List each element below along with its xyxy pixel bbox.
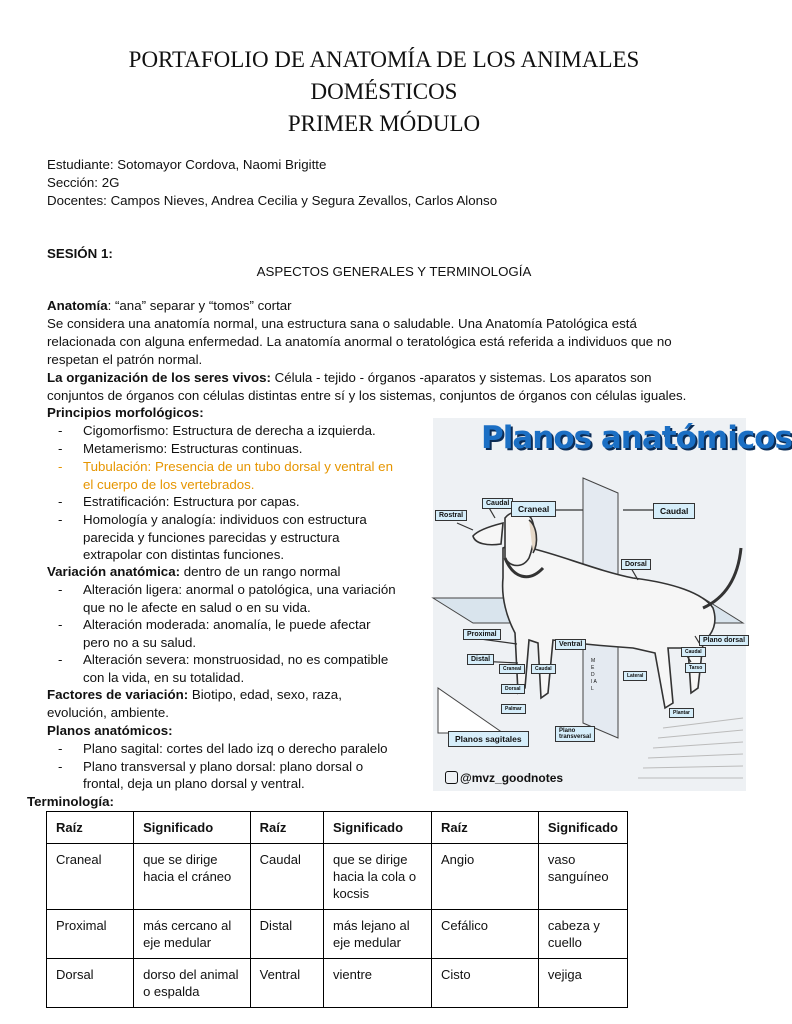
label-palmar: Palmar — [501, 704, 526, 714]
organizacion-line-1: Célula - tejido - órganos -aparatos y sistemas. Los aparatos son — [270, 370, 652, 385]
organizacion-paragraph — [47, 369, 652, 387]
organizacion-line-2: conjuntos de órganos con células distintas entre sí y los sistemas, conjuntos de órganos con células iguales. — [47, 388, 687, 403]
factores-paragraph — [47, 686, 342, 704]
table-cell: que se dirige hacia el cráneo — [134, 844, 251, 910]
label-tarso: Tarso — [685, 663, 706, 673]
table-row — [47, 910, 628, 959]
column-header: Raíz — [47, 812, 134, 844]
label-caudal-small: Caudal — [531, 664, 556, 674]
column-header: Raíz — [432, 812, 539, 844]
table-cell: vientre — [323, 959, 431, 1008]
variacion-term: Variación anatómica: — [47, 564, 181, 579]
anatomia-line-2: relacionada con alguna enfermedad. La anatomía anormal o teratológica está referida a individuos que no — [47, 334, 672, 349]
label-craneal-small: Craneal — [499, 664, 525, 674]
label-rostral: Rostral — [435, 510, 467, 521]
anatomia-paragraph — [47, 297, 292, 315]
table-cell: cabeza y cuello — [538, 910, 627, 959]
document-title-line-1: PORTAFOLIO DE ANATOMÍA DE LOS ANIMALES — [128, 47, 640, 72]
organizacion-term: La organización de los seres vivos: — [47, 370, 271, 385]
label-dorsal: Dorsal — [621, 559, 651, 570]
section-line: Sección: 2G — [47, 175, 120, 190]
anatomical-planes-infographic — [433, 418, 792, 791]
table-cell: Dorsal — [47, 959, 134, 1008]
planos-heading: Planos anatómicos: — [47, 723, 173, 738]
factores-term: Factores de variación: — [47, 687, 189, 702]
variacion-paragraph — [47, 563, 340, 581]
label-craneal: Craneal — [511, 501, 556, 517]
label-dorsal-small: Dorsal — [501, 684, 525, 694]
label-medial: M E D I A L — [591, 658, 597, 692]
factores-definition: Biotipo, edad, sexo, raza, — [188, 687, 342, 702]
column-header: Significado — [134, 812, 251, 844]
table-cell: vaso sanguíneo — [538, 844, 627, 910]
column-header: Raíz — [250, 812, 323, 844]
table-cell: Cefálico — [432, 910, 539, 959]
anatomia-line-1: Se considera una anatomía normal, una estructura sana o saludable. Una Anatomía Patológica está — [47, 316, 637, 331]
table-cell: vejiga — [538, 959, 627, 1008]
label-plano-transversal: Plano transversal — [555, 726, 595, 742]
table-cell: Cisto — [432, 959, 539, 1008]
principios-heading: Principios morfológicos: — [47, 405, 204, 420]
variacion-definition: dentro de un rango normal — [180, 564, 341, 579]
table-cell: Distal — [250, 910, 323, 959]
table-row — [47, 844, 628, 910]
anatomia-term: Anatomía — [47, 298, 108, 313]
student-line: Estudiante: Sotomayor Cordova, Naomi Brigitte — [47, 157, 327, 172]
label-caudal-top: Caudal — [482, 498, 513, 509]
social-handle-text: @mvz_goodnotes — [460, 771, 564, 785]
terminologia-heading: Terminología: — [27, 794, 114, 809]
table-cell: que se dirige hacia la cola o kocsis — [323, 844, 431, 910]
label-proximal: Proximal — [463, 629, 501, 640]
infographic-title: Planos anatómicos — [481, 420, 792, 456]
label-caudal-hind: Caudal — [681, 647, 706, 657]
anatomia-definition: : “ana” separar y “tomos” cortar — [107, 298, 292, 313]
document-title-line-2: DOMÉSTICOS — [310, 79, 458, 104]
teachers-line: Docentes: Campos Nieves, Andrea Cecilia y Segura Zevallos, Carlos Alonso — [47, 193, 498, 208]
table-cell: Caudal — [250, 844, 323, 910]
table-row — [47, 959, 628, 1008]
session-subtitle: ASPECTOS GENERALES Y TERMINOLOGÍA — [256, 264, 532, 279]
column-header: Significado — [538, 812, 627, 844]
label-ventral: Ventral — [555, 639, 586, 650]
label-plantar: Plantar — [669, 708, 694, 718]
label-plano-dorsal: Plano dorsal — [699, 635, 749, 646]
factores-line-2: evolución, ambiente. — [47, 705, 169, 720]
table-cell: más lejano al eje medular — [323, 910, 431, 959]
column-header: Significado — [323, 812, 431, 844]
table-cell: Craneal — [47, 844, 134, 910]
table-cell: dorso del animal o espalda — [134, 959, 251, 1008]
document-title-line-3: PRIMER MÓDULO — [287, 111, 481, 136]
table-cell: más cercano al eje medular — [134, 910, 251, 959]
label-distal: Distal — [467, 654, 494, 665]
social-handle — [445, 771, 563, 785]
anatomia-line-3: respetan el patrón normal. — [47, 352, 203, 367]
table-cell: Angio — [432, 844, 539, 910]
table-cell: Proximal — [47, 910, 134, 959]
table-header-row — [47, 812, 628, 844]
label-planos-sagitales: Planos sagitales — [448, 731, 529, 747]
instagram-icon — [445, 771, 458, 784]
session-label: SESIÓN 1: — [47, 246, 113, 261]
table-cell: Ventral — [250, 959, 323, 1008]
terminology-table — [46, 811, 628, 1008]
label-lateral: Lateral — [623, 671, 647, 681]
label-caudal: Caudal — [653, 503, 695, 519]
